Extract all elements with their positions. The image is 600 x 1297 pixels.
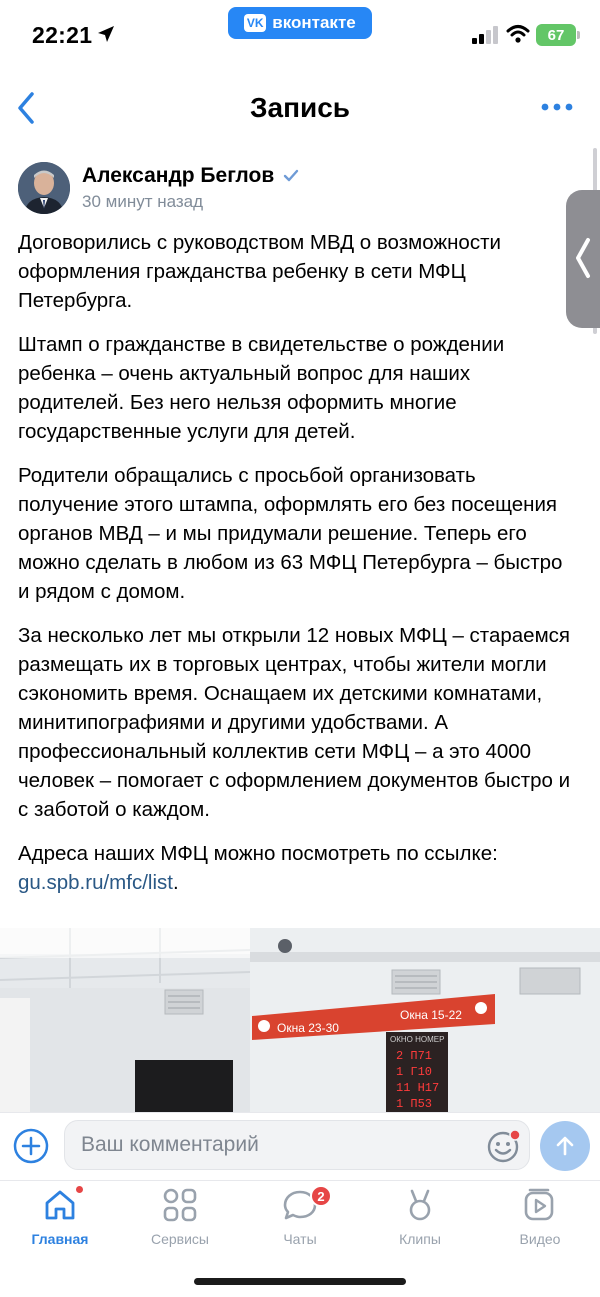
tab-video[interactable] [480, 1181, 600, 1261]
home-icon [42, 1187, 78, 1223]
board-row: 1 П53 [396, 1097, 433, 1111]
wifi-icon [506, 24, 530, 44]
home-indicator[interactable] [194, 1278, 406, 1285]
verified-check-icon [282, 167, 300, 185]
sign-left-text: Окна 23-30 [277, 1021, 339, 1035]
post-paragraph: Договорились с руководством МВД о возможности оформления гражданства ребенку в сети МФЦ Петербурга. [18, 231, 501, 312]
battery-indicator [536, 24, 576, 46]
board-row: 11 Н17 [396, 1081, 440, 1095]
home-notification-dot [75, 1185, 84, 1194]
side-handle-chevron-icon [572, 236, 594, 280]
battery-level: 67 [547, 26, 565, 44]
tab-clips[interactable] [360, 1181, 480, 1261]
emoji-sticker-icon[interactable] [486, 1129, 522, 1163]
nav-header [0, 80, 600, 136]
add-attachment-icon[interactable] [12, 1127, 50, 1165]
send-button[interactable] [540, 1121, 590, 1171]
status-bar [0, 0, 600, 72]
author-name[interactable] [82, 164, 300, 188]
clips-icon [402, 1187, 438, 1223]
vk-app-pill[interactable] [228, 7, 372, 39]
mfc-office-photo [0, 928, 600, 1112]
tab-label: Клипы [399, 1231, 441, 1247]
arrow-up-icon [553, 1134, 577, 1158]
tab-bar [0, 1180, 600, 1297]
post-paragraph: За несколько лет мы открыли 12 новых МФЦ – стараемся размещать их в торговых центрах, чтобы жители могли сэкономить время. Оснащаем их детскими комнатами, минитипографиями и другими удобствами. А профессиональный коллектив сети МФЦ – а это 4000 человек – помогает с оформлением документов быстро и с заботой о каждом. [18, 624, 571, 821]
board-header-text: ОКНО НОМЕР [390, 1035, 445, 1044]
more-options-icon[interactable] [540, 100, 574, 114]
post-timestamp: 30 минут назад [82, 192, 204, 211]
chats-unread-badge: 2 [310, 1185, 332, 1207]
link-suffix: . [172, 871, 179, 894]
post-paragraph-last [18, 839, 578, 897]
tab-home[interactable] [0, 1181, 120, 1261]
avatar-portrait-icon [18, 162, 70, 214]
post-paragraph: Родители обращались с просьбой организовать получение этого штампа, оформлять его без посещения органов МВД – и мы придумали решение. Теперь его можно сделать в любом из 63 МФЦ Петербурга – быстро и рядом с домом. [18, 464, 563, 603]
location-arrow-icon [96, 24, 116, 44]
status-time: 22:21 [32, 22, 93, 48]
vk-logo-icon: VK [244, 14, 266, 32]
board-row: 2 П71 [396, 1049, 433, 1063]
tab-label: Чаты [283, 1231, 317, 1247]
cellular-signal-icon [472, 26, 500, 44]
author-avatar[interactable] [18, 162, 70, 214]
post-paragraph: Штамп о гражданстве в свидетельстве о рождении ребенка – очень актуальный вопрос для наших родителей. Без него нельзя оформить многие государственные услуги для детей. [18, 333, 505, 443]
links-intro-text: Адреса наших МФЦ можно посмотреть по ссылке: [18, 842, 498, 865]
tab-label: Сервисы [150, 1231, 209, 1247]
tab-services[interactable] [120, 1181, 240, 1261]
sign-right-text: Окна 15-22 [400, 1008, 462, 1022]
tab-label: Главная [31, 1231, 89, 1247]
post-text [18, 228, 578, 912]
page-title: Запись [249, 92, 351, 123]
tab-chats[interactable] [240, 1181, 360, 1261]
author-name-text: Александр Беглов [82, 164, 275, 187]
services-icon [162, 1187, 198, 1223]
mfc-list-link[interactable]: gu.spb.ru/mfc/list [18, 871, 173, 894]
tab-label: Видео [519, 1231, 561, 1247]
vk-app-label: вконтакте [272, 13, 356, 32]
video-icon [522, 1187, 558, 1223]
board-row: 1 Г10 [396, 1065, 433, 1079]
post-photo[interactable] [0, 928, 600, 1112]
comment-input[interactable] [64, 1120, 530, 1170]
comment-bar [0, 1112, 600, 1180]
side-panel-handle[interactable] [566, 190, 600, 328]
